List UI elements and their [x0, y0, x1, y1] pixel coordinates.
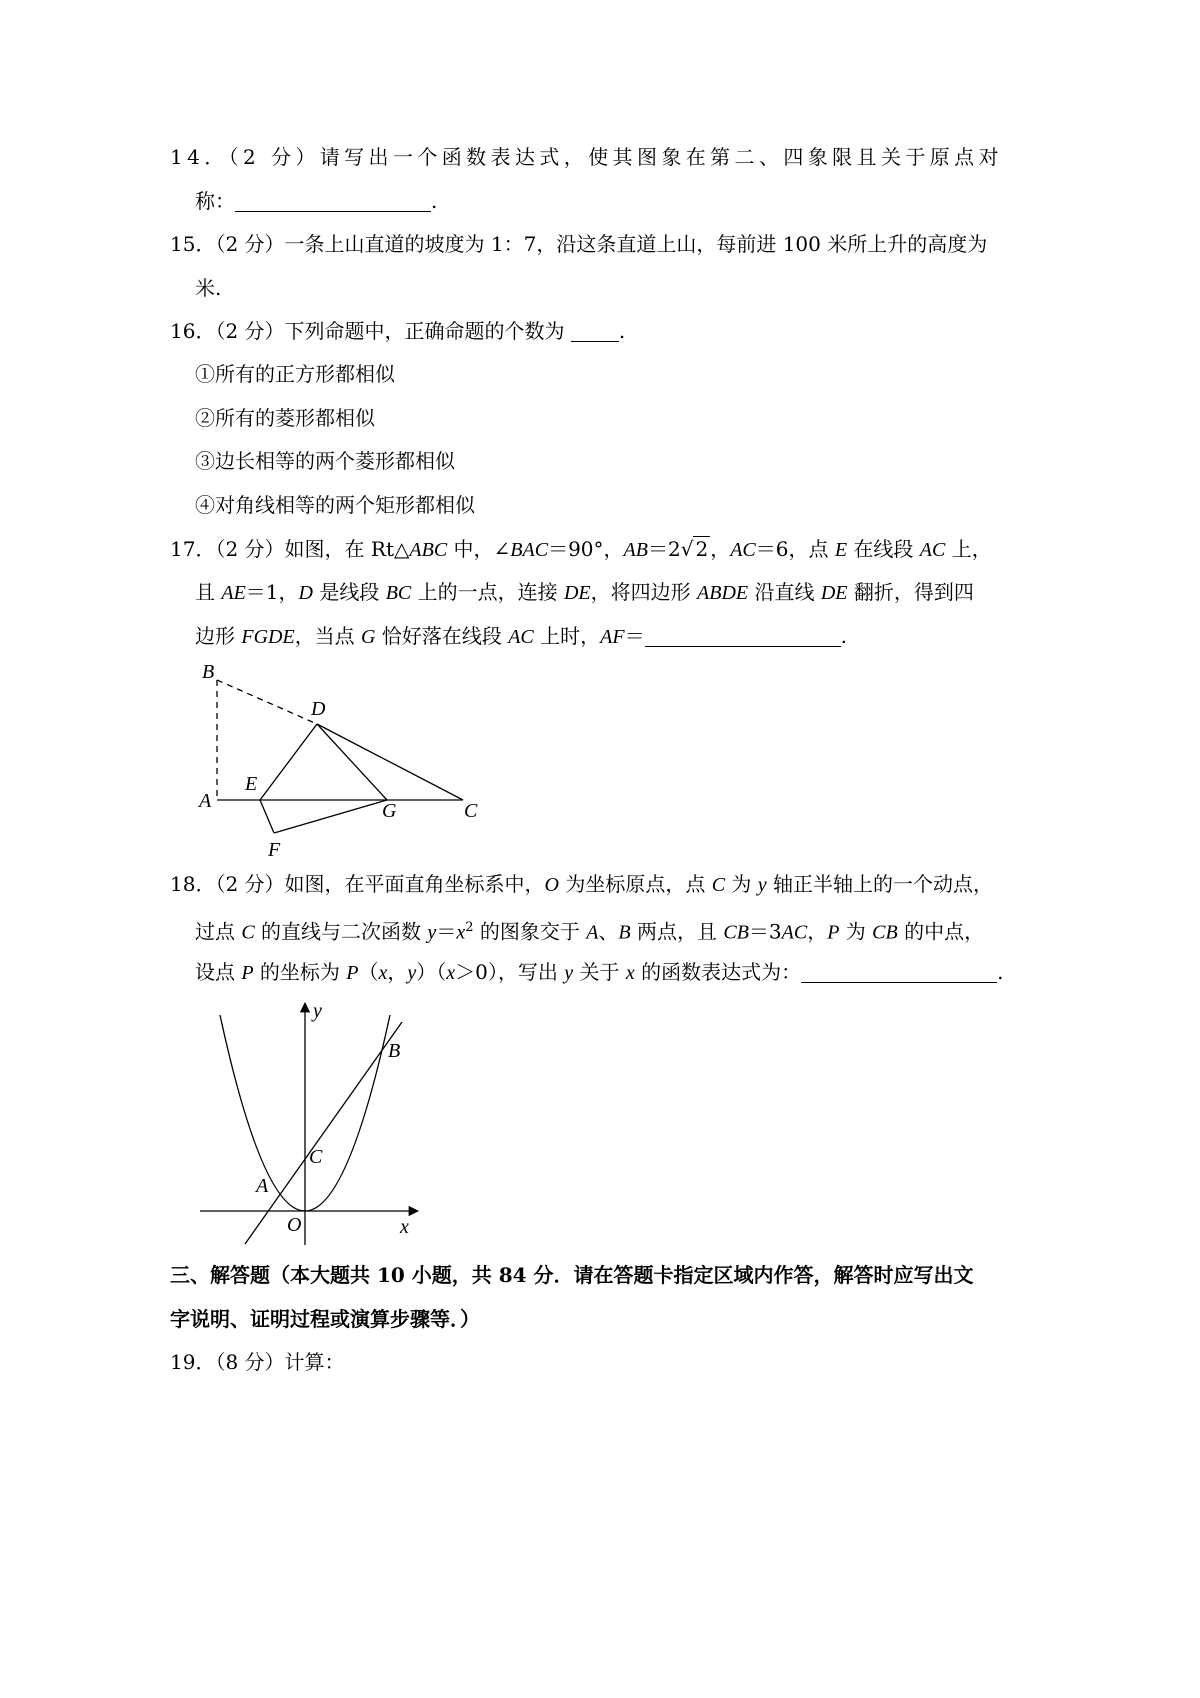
- q18-var: P: [827, 921, 840, 944]
- q18-text: 过点: [195, 919, 242, 944]
- q14-score: （2 分）: [228, 145, 320, 169]
- q18-var: C: [241, 921, 255, 944]
- segment-bd-dashed: [217, 680, 317, 724]
- q16-option-1: ①所有的正方形都相似: [195, 362, 395, 386]
- q18-text: 的图象交于: [473, 919, 587, 944]
- q15-text: 一条上山直道的坡度为 1：7，沿这条直道上山，每前进 100 米所上升的高度为: [284, 232, 988, 256]
- q19-number: 19．: [170, 1350, 216, 1374]
- q18-text: 设点: [195, 960, 242, 984]
- label-o: O: [287, 1214, 302, 1236]
- q18-var: y: [757, 874, 767, 896]
- label-b: B: [388, 1040, 401, 1062]
- q17-period: .: [840, 624, 847, 648]
- q18-var: x: [446, 962, 456, 984]
- q17-figure: [190, 660, 510, 875]
- q17-text: 如图，在 Rt△: [284, 537, 410, 561]
- q18-text: 如图，在平面直角坐标系中，: [284, 872, 545, 896]
- q14-number: 14．: [170, 145, 229, 169]
- q16-line1: [170, 316, 625, 346]
- label-e: E: [245, 773, 258, 795]
- q18-text: 关于: [573, 960, 626, 984]
- q17-text: 在线段: [847, 537, 920, 561]
- q18-line3: [195, 957, 1004, 988]
- q18-text: 的直线与二次函数: [254, 919, 428, 944]
- q17-text: 翻折，得到四: [847, 580, 974, 604]
- q17-var: AC: [730, 539, 756, 561]
- q16-option-2: ②所有的菱形都相似: [195, 406, 375, 430]
- q17-var: AE: [221, 582, 246, 604]
- q18-text: ＝: [436, 919, 457, 944]
- section3-heading-line1: 三、解答题（本大题共 10 小题，共 84 分．请在答题卡指定区域内作答，解答时应写出文: [170, 1263, 974, 1287]
- q17-var: AF: [600, 626, 625, 648]
- label-y-axis: y: [313, 1000, 322, 1022]
- q16-option-4: ④对角线相等的两个矩形都相似: [195, 493, 475, 517]
- q17-text: 恰好落在线段: [375, 624, 509, 648]
- q17-text: ，: [710, 537, 731, 561]
- q17-text: 边形: [195, 624, 242, 648]
- q18-text: ，: [387, 960, 408, 984]
- q19-line1: [170, 1347, 345, 1377]
- q17-text: 沿直线: [748, 580, 821, 604]
- q18-text: 两点，且: [630, 919, 724, 944]
- q18-var: P: [241, 962, 254, 984]
- segment-de: [260, 724, 317, 800]
- q18-line1: [170, 869, 993, 900]
- q18-var: x: [625, 962, 635, 984]
- q19-text: 计算：: [284, 1350, 345, 1374]
- q18-number: 18．: [170, 872, 216, 896]
- q15-score: （2 分）: [215, 232, 285, 256]
- q17-score: （2 分）: [215, 537, 285, 561]
- section3-heading-line2: 字说明、证明过程或演算步骤等．）: [170, 1307, 480, 1331]
- q17-var: G: [361, 626, 376, 648]
- q18-text: ，: [807, 919, 828, 944]
- q15-number: 15．: [170, 232, 216, 256]
- q17-var: BAC: [510, 539, 549, 561]
- q17-var: AB: [623, 539, 648, 561]
- q18-var: x: [378, 962, 388, 984]
- q17-var: FGDE: [241, 626, 295, 648]
- q18-answer-blank[interactable]: [801, 960, 997, 983]
- q18-exponent: 2: [465, 920, 474, 935]
- q18-text: ＝3: [748, 919, 782, 944]
- q18-line2: [195, 913, 984, 948]
- q17-text: 上，: [945, 537, 992, 561]
- q18-text: 轴正半轴上的一个动点，: [766, 872, 994, 896]
- q16-answer-blank[interactable]: [571, 319, 619, 342]
- q17-var: DE: [820, 582, 848, 604]
- q17-number: 17．: [170, 537, 216, 561]
- q14-text: 请写出一个函数表达式，使其图象在第二、四象限且关于原点对: [319, 145, 1003, 169]
- q17-text: ＝6，点: [755, 537, 835, 561]
- sqrt-symbol: √ 2: [680, 537, 709, 561]
- q16-number: 16．: [170, 319, 216, 343]
- q14-line1: [170, 142, 1003, 172]
- q18-var: C: [711, 874, 726, 896]
- q14-line2: [195, 186, 437, 216]
- q18-var: O: [544, 874, 559, 896]
- q17-answer-blank[interactable]: [645, 624, 841, 647]
- sqrt-radicand: 2: [695, 537, 709, 561]
- q17-var: D: [298, 582, 313, 604]
- q17-text: ＝1，: [245, 580, 299, 604]
- q18-var: AC: [781, 921, 808, 944]
- q18-text: 为坐标原点，点: [559, 872, 712, 896]
- segment-dc: [317, 724, 463, 800]
- segment-ef: [260, 800, 274, 833]
- q17-text: ＝2: [647, 537, 681, 561]
- q16-period: .: [618, 319, 626, 343]
- q17-line3: [195, 621, 847, 652]
- q17-var: E: [834, 539, 848, 561]
- label-a: A: [199, 790, 212, 812]
- q15-line1: [170, 229, 987, 259]
- q17-var: ABC: [409, 539, 448, 561]
- q18-var: y: [427, 921, 437, 944]
- q18-var: B: [618, 921, 631, 944]
- q18-var: x: [456, 921, 466, 944]
- q18-figure: [190, 995, 450, 1250]
- segment-dg: [317, 724, 387, 800]
- q15-line2: [195, 273, 221, 303]
- q18-text: 、: [598, 919, 619, 944]
- q14-answer-blank[interactable]: [235, 189, 431, 212]
- q18-var: CB: [723, 921, 749, 944]
- q17-text: 且: [195, 580, 222, 604]
- segment-fg: [274, 800, 387, 833]
- q18-text: 的中点，: [897, 919, 985, 944]
- q18-text: 为: [839, 919, 873, 944]
- q17-text: 中，∠: [447, 537, 511, 561]
- q17-var: AC: [919, 539, 946, 561]
- q17-var: DE: [563, 582, 591, 604]
- label-b: B: [202, 661, 215, 683]
- q18-var: y: [564, 962, 574, 984]
- q17-var: AC: [508, 626, 534, 648]
- q18-text: （: [358, 960, 379, 984]
- q17-text: ，当点: [294, 624, 362, 648]
- q18-text: 为: [725, 872, 758, 896]
- label-d: D: [311, 698, 326, 720]
- q17-line1: [170, 534, 992, 565]
- q17-text: ＝: [624, 624, 645, 648]
- q17-text: 上时，: [533, 624, 601, 648]
- q18-text: ）（: [416, 960, 447, 984]
- label-x-axis: x: [400, 1216, 409, 1238]
- label-c: C: [464, 800, 478, 822]
- q16-score: （2 分）: [215, 319, 285, 343]
- q15-text2: 米.: [195, 276, 222, 300]
- q18-text: 的坐标为: [253, 960, 347, 984]
- q16-option-3: ③边长相等的两个菱形都相似: [195, 449, 455, 473]
- q17-text: ＝90°，: [548, 537, 624, 561]
- q18-period: .: [997, 960, 1004, 984]
- q18-var: A: [586, 921, 599, 944]
- label-g: G: [382, 800, 397, 822]
- q18-score: （2 分）: [215, 872, 285, 896]
- q17-text: 上的一点，连接: [411, 580, 564, 604]
- q14-text2: 称：: [195, 189, 235, 213]
- q16-text: 下列命题中，正确命题的个数为: [284, 319, 571, 343]
- q18-var: CB: [872, 921, 898, 944]
- q14-period: .: [431, 189, 438, 213]
- label-f: F: [268, 839, 281, 861]
- q17-line2: [195, 577, 974, 608]
- q18-var: y: [407, 962, 417, 984]
- label-c: C: [309, 1146, 323, 1168]
- q18-text: ＞0），写出: [455, 960, 565, 984]
- q17-var: BC: [385, 582, 412, 604]
- q18-text: 的函数表达式为：: [634, 960, 802, 984]
- q18-var: P: [346, 962, 359, 984]
- q17-var: ABDE: [697, 582, 749, 604]
- q17-text: 是线段: [312, 580, 386, 604]
- label-a: A: [256, 1175, 269, 1197]
- q17-text: ，将四边形: [590, 580, 698, 604]
- q19-score: （8 分）: [215, 1350, 285, 1374]
